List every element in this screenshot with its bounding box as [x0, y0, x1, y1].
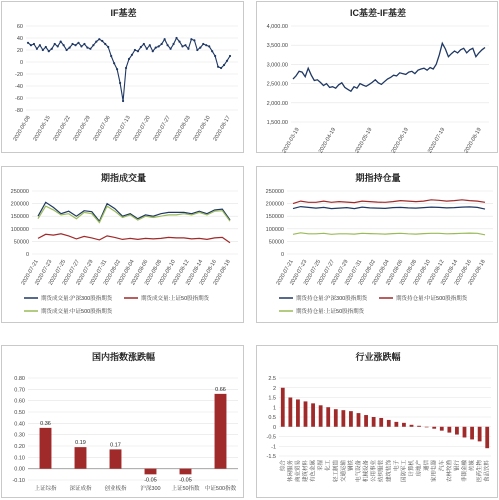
- series-line-3: [38, 206, 230, 222]
- x-tick-label: 2020-07-23: [34, 259, 54, 287]
- x-tick-label: 传媒: [469, 460, 476, 472]
- x-tick-label: 2020-08-02: [102, 259, 123, 287]
- data-point: [187, 48, 189, 50]
- bar: [432, 427, 436, 429]
- y-tick-label: 20: [16, 48, 23, 54]
- chart-open-interest: [256, 166, 498, 323]
- chart-svg-2: [2, 167, 245, 324]
- data-point: [199, 47, 201, 49]
- bar: [379, 418, 383, 427]
- data-point: [217, 66, 219, 68]
- bar: [334, 409, 338, 427]
- bar: [180, 469, 192, 475]
- data-point: [131, 54, 133, 56]
- y-tick-label: 250000: [10, 189, 29, 195]
- x-tick-label: 2020-07-21: [20, 259, 40, 287]
- data-point: [167, 44, 169, 46]
- data-point: [45, 46, 47, 48]
- data-point: [92, 44, 94, 46]
- x-tick-label: 纺织服装: [378, 460, 385, 483]
- x-tick-label: 采掘: [318, 460, 325, 472]
- data-point: [110, 55, 112, 57]
- x-tick-label: 2020-07-27: [61, 259, 81, 287]
- data-point: [211, 50, 213, 52]
- data-point: [172, 43, 174, 45]
- x-tick-label: 2020-08-02: [357, 259, 378, 287]
- chart-title: 期指持仓量: [355, 173, 401, 183]
- data-point: [39, 44, 41, 46]
- x-tick-label: 机械设备: [363, 460, 370, 483]
- data-point: [80, 45, 82, 47]
- x-tick-label: 创业板指: [104, 486, 127, 492]
- legend-label: 期货持仓量:中证500股指期货: [396, 296, 468, 302]
- data-point: [164, 38, 166, 40]
- x-tick-label: 沪深300: [140, 486, 161, 492]
- chart-futures-volume: [1, 166, 244, 323]
- y-tick-label: -60: [15, 96, 23, 102]
- x-tick-label: 上证50指数: [171, 486, 200, 492]
- x-tick-label: 国防军工: [401, 460, 408, 483]
- y-tick-label: 150000: [265, 214, 284, 221]
- bar: [478, 427, 482, 442]
- data-point: [175, 37, 177, 39]
- data-point: [71, 43, 73, 45]
- bar: [357, 413, 361, 427]
- x-tick-label: 2020-08-19: [463, 127, 483, 154]
- y-tick-label: 200000: [10, 201, 29, 208]
- data-point: [104, 43, 106, 45]
- bar: [311, 403, 315, 426]
- y-tick-label: 0.00: [14, 466, 25, 473]
- x-tick-label: 有色金属: [310, 460, 317, 483]
- y-tick-label: 4,000.00: [266, 24, 288, 30]
- chart-title: IC基差-IF基差: [350, 8, 406, 18]
- data-point: [181, 45, 183, 47]
- x-tick-label: 2020-08-08: [398, 259, 419, 287]
- y-tick-label: 0.50: [14, 410, 25, 416]
- chart-svg-1: [257, 2, 499, 154]
- x-tick-label: 2020-08-12: [171, 259, 191, 287]
- data-point: [116, 68, 118, 70]
- data-point: [146, 48, 148, 50]
- bar: [470, 427, 474, 440]
- bar: [387, 420, 391, 427]
- data-point: [169, 48, 171, 50]
- y-tick-label: 2.5: [268, 376, 276, 382]
- y-tick-label: 2,500.00: [266, 81, 288, 88]
- y-tick-label: -1: [271, 444, 276, 451]
- x-tick-label: 化工: [325, 460, 332, 472]
- data-point: [86, 47, 88, 49]
- series-line: [293, 43, 485, 91]
- data-label: 0.19: [75, 440, 86, 447]
- data-point: [101, 40, 103, 42]
- chart-if-basis: [1, 1, 244, 153]
- y-tick-label: 2: [272, 385, 276, 392]
- x-tick-label: 2020-03-19: [281, 127, 301, 154]
- data-label: -0.05: [179, 477, 192, 484]
- y-tick-label: 1,500.00: [266, 120, 288, 126]
- data-point: [66, 49, 68, 51]
- bar: [372, 417, 376, 427]
- y-tick-label: 0.40: [14, 421, 25, 428]
- y-tick-label: 250000: [265, 189, 284, 195]
- y-tick-label: -80: [15, 108, 23, 114]
- data-point: [143, 43, 145, 45]
- legend-label: 期货成交量:上证50股指期货: [141, 296, 210, 302]
- data-point: [77, 42, 79, 44]
- series-line-2: [293, 200, 485, 204]
- data-point: [134, 49, 136, 51]
- bar: [296, 399, 300, 426]
- data-point: [89, 48, 91, 50]
- chart-industry-change: [256, 345, 498, 498]
- bar: [394, 422, 398, 427]
- data-point: [27, 42, 29, 44]
- bar: [485, 427, 489, 448]
- data-point: [98, 38, 100, 40]
- series-line-1: [293, 207, 485, 210]
- x-tick-label: 2020-08-17: [212, 115, 232, 143]
- chart-title: 期指成交量: [100, 173, 147, 183]
- x-tick-label: 电子: [393, 460, 400, 472]
- x-tick-label: 公用事业: [371, 460, 378, 483]
- data-point: [83, 43, 85, 45]
- y-tick-label: 2,000.00: [266, 100, 288, 107]
- data-label: -0.05: [144, 477, 157, 484]
- data-point: [140, 46, 142, 48]
- data-point: [152, 50, 154, 52]
- x-tick-label: 2020-07-25: [302, 259, 323, 287]
- x-tick-label: 2020-04-19: [317, 127, 338, 154]
- x-tick-label: 银行: [454, 460, 461, 472]
- data-point: [63, 44, 65, 46]
- x-tick-label: 2020-08-10: [157, 259, 177, 287]
- x-tick-label: 2020-08-16: [453, 259, 474, 287]
- x-tick-label: 2020-06-22: [52, 115, 72, 143]
- y-tick-label: 0.60: [14, 398, 25, 405]
- y-tick-label: 0.30: [14, 432, 25, 439]
- bar: [402, 423, 406, 427]
- data-point: [51, 48, 53, 50]
- x-tick-label: 2020-08-04: [371, 259, 391, 287]
- y-tick-label: 0.80: [14, 376, 25, 382]
- y-tick-label: -0.5: [266, 434, 276, 441]
- x-tick-label: 非银金融: [462, 460, 468, 483]
- data-point: [184, 44, 186, 46]
- y-tick-label: -40: [15, 84, 23, 90]
- data-point: [137, 50, 139, 52]
- x-tick-label: 2020-06-15: [32, 115, 52, 143]
- data-point: [155, 47, 157, 49]
- series-line-3: [293, 233, 485, 235]
- x-tick-label: 2020-08-06: [130, 259, 150, 287]
- data-point: [226, 60, 228, 62]
- x-tick-label: 建筑材料: [303, 460, 309, 483]
- y-tick-label: 100000: [265, 226, 284, 233]
- y-tick-label: 1.5: [268, 395, 276, 402]
- x-tick-label: 2020-08-03: [172, 115, 192, 143]
- legend-label: 期货持仓量:上证50股指期货: [296, 309, 365, 315]
- data-point: [95, 41, 97, 43]
- x-tick-label: 建筑装饰: [386, 460, 393, 483]
- data-point: [57, 45, 59, 47]
- x-tick-label: 2020-07-21: [275, 259, 295, 287]
- x-tick-label: 食品饮料: [484, 460, 491, 483]
- data-point: [48, 50, 50, 52]
- bar: [364, 415, 368, 427]
- bar: [447, 427, 451, 433]
- data-point: [74, 44, 76, 46]
- data-point: [223, 64, 225, 66]
- data-label: 0.36: [40, 420, 51, 427]
- x-tick-label: 2020-08-14: [185, 259, 205, 287]
- bar: [417, 426, 421, 427]
- y-tick-label: 50000: [13, 239, 29, 246]
- y-tick-label: -1.5: [266, 454, 276, 460]
- series-line-1: [38, 202, 230, 221]
- bar: [440, 427, 444, 431]
- legend-label: 期货持仓量:沪深300股指期货: [296, 296, 368, 302]
- x-tick-label: 2020-07-31: [344, 259, 364, 287]
- y-tick-label: 50000: [268, 239, 284, 246]
- y-tick-label: 40: [16, 36, 23, 42]
- y-tick-label: 0.20: [14, 444, 25, 450]
- x-tick-label: 2020-06-29: [72, 115, 92, 143]
- y-tick-label: 60: [16, 24, 23, 30]
- data-point: [229, 55, 231, 57]
- data-point: [178, 41, 180, 43]
- x-tick-label: 2020-08-16: [198, 259, 219, 287]
- y-tick-label: 0.10: [14, 455, 25, 462]
- y-tick-label: 100000: [10, 226, 29, 233]
- chart-title: IF基差: [110, 8, 137, 18]
- bar: [110, 449, 122, 468]
- x-tick-label: 2020-08-06: [385, 259, 405, 287]
- data-point: [205, 44, 207, 46]
- data-point: [158, 45, 160, 47]
- y-tick-label: 200000: [265, 201, 284, 208]
- x-tick-label: 2020-07-23: [289, 259, 309, 287]
- x-tick-label: 农林牧渔: [446, 460, 453, 483]
- y-tick-label: 3,000.00: [266, 62, 288, 69]
- y-tick-label: -0.10: [12, 478, 25, 484]
- bar: [40, 428, 52, 469]
- data-point: [214, 55, 216, 57]
- x-tick-label: 2020-07-06: [92, 115, 112, 143]
- x-tick-label: 上证综指: [34, 486, 57, 492]
- chart-svg-4: [2, 346, 245, 499]
- data-point: [208, 45, 210, 47]
- data-point: [125, 67, 127, 69]
- y-tick-label: 0.70: [14, 387, 25, 394]
- data-point: [36, 48, 38, 50]
- data-point: [54, 43, 56, 45]
- data-label: 0.17: [110, 442, 121, 449]
- data-point: [42, 49, 44, 51]
- bar: [463, 427, 467, 438]
- y-tick-label: 0: [272, 424, 276, 431]
- x-tick-label: 2020-07-27: [152, 115, 172, 143]
- x-tick-label: 2020-08-18: [212, 259, 232, 287]
- x-tick-label: 2020-07-29: [75, 259, 95, 287]
- data-point: [113, 62, 115, 64]
- data-point: [190, 38, 192, 40]
- x-tick-label: 家用电器: [431, 460, 438, 483]
- x-tick-label: 2020-08-12: [426, 259, 446, 287]
- x-tick-label: 2020-07-19: [427, 127, 447, 154]
- data-point: [161, 43, 163, 45]
- x-tick-label: 2020-08-10: [192, 115, 212, 143]
- x-tick-label: 通信: [424, 460, 431, 472]
- bar: [215, 394, 227, 469]
- data-label: 0.66: [215, 386, 226, 393]
- bar: [349, 411, 353, 427]
- bar: [455, 427, 459, 435]
- x-tick-label: 汽车: [439, 460, 446, 472]
- x-tick-label: 2020-06-08: [12, 115, 32, 143]
- bar: [341, 410, 345, 427]
- x-tick-label: 中证500指数: [204, 486, 237, 492]
- x-tick-label: 2020-07-31: [89, 259, 109, 287]
- bar: [75, 447, 87, 469]
- x-tick-label: 电气设备: [356, 460, 362, 483]
- data-point: [122, 100, 124, 102]
- x-tick-label: 钢铁: [348, 460, 355, 472]
- data-point: [149, 44, 151, 46]
- x-tick-label: 2020-08-14: [440, 259, 460, 287]
- x-tick-label: 休闲服务: [287, 460, 294, 483]
- data-point: [220, 67, 222, 69]
- y-tick-label: 0: [19, 60, 23, 66]
- bar: [281, 388, 285, 427]
- x-tick-label: 2020-08-18: [467, 259, 487, 287]
- legend-label: 期货成交量:中证500股指期货: [41, 309, 113, 315]
- x-tick-label: 2020-07-29: [330, 259, 350, 287]
- x-tick-label: 交通运输: [340, 460, 347, 483]
- legend-label: 期货成交量:沪深300股指期货: [41, 296, 113, 302]
- bar: [425, 427, 429, 428]
- data-point: [202, 43, 204, 45]
- y-tick-label: 1: [272, 405, 276, 412]
- data-point: [60, 41, 62, 43]
- y-tick-label: 0: [280, 252, 284, 258]
- chart-title: 国内指数涨跌幅: [91, 352, 156, 362]
- chart-title: 行业涨跌幅: [355, 352, 401, 362]
- data-point: [30, 44, 32, 46]
- bar: [145, 469, 157, 475]
- x-tick-label: 商业贸易: [295, 460, 302, 483]
- y-tick-label: 150000: [10, 214, 29, 221]
- x-tick-label: 计算机: [409, 460, 415, 477]
- data-point: [119, 82, 121, 84]
- bar: [304, 401, 308, 426]
- x-tick-label: 深证成指: [69, 486, 92, 492]
- data-point: [107, 46, 109, 48]
- bar: [410, 425, 414, 427]
- x-tick-label: 2020-08-04: [116, 259, 136, 287]
- x-tick-label: 2020-07-27: [316, 259, 336, 287]
- y-tick-label: 0.5: [268, 415, 276, 421]
- x-tick-label: 2020-07-13: [112, 115, 132, 143]
- x-tick-label: 2020-06-19: [390, 127, 410, 154]
- x-tick-label: 2020-07-25: [47, 259, 68, 287]
- x-tick-label: 房地产: [416, 460, 423, 477]
- x-tick-label: 2020-07-20: [132, 115, 152, 143]
- x-tick-label: 医药生物: [477, 460, 484, 483]
- x-tick-label: 轻工制造: [333, 460, 340, 483]
- chart-ic-if-basis: [256, 1, 498, 153]
- y-tick-label: 0: [25, 252, 29, 258]
- data-point: [128, 58, 130, 60]
- x-tick-label: 2020-05-19: [354, 127, 374, 154]
- data-point: [196, 49, 198, 51]
- bar: [326, 407, 330, 427]
- x-tick-label: 综合: [280, 460, 287, 472]
- y-tick-label: 3,500.00: [266, 43, 288, 50]
- chart-svg-0: [2, 2, 245, 154]
- y-tick-label: -20: [15, 72, 23, 78]
- bar: [288, 398, 292, 427]
- data-point: [68, 47, 70, 49]
- data-point: [193, 39, 195, 41]
- x-tick-label: 2020-08-10: [412, 259, 432, 287]
- data-point: [33, 43, 35, 45]
- chart-svg-5: [257, 346, 499, 499]
- chart-index-change: [1, 345, 244, 498]
- chart-svg-3: [257, 167, 499, 324]
- bar: [319, 405, 323, 426]
- x-tick-label: 2020-08-08: [143, 259, 164, 287]
